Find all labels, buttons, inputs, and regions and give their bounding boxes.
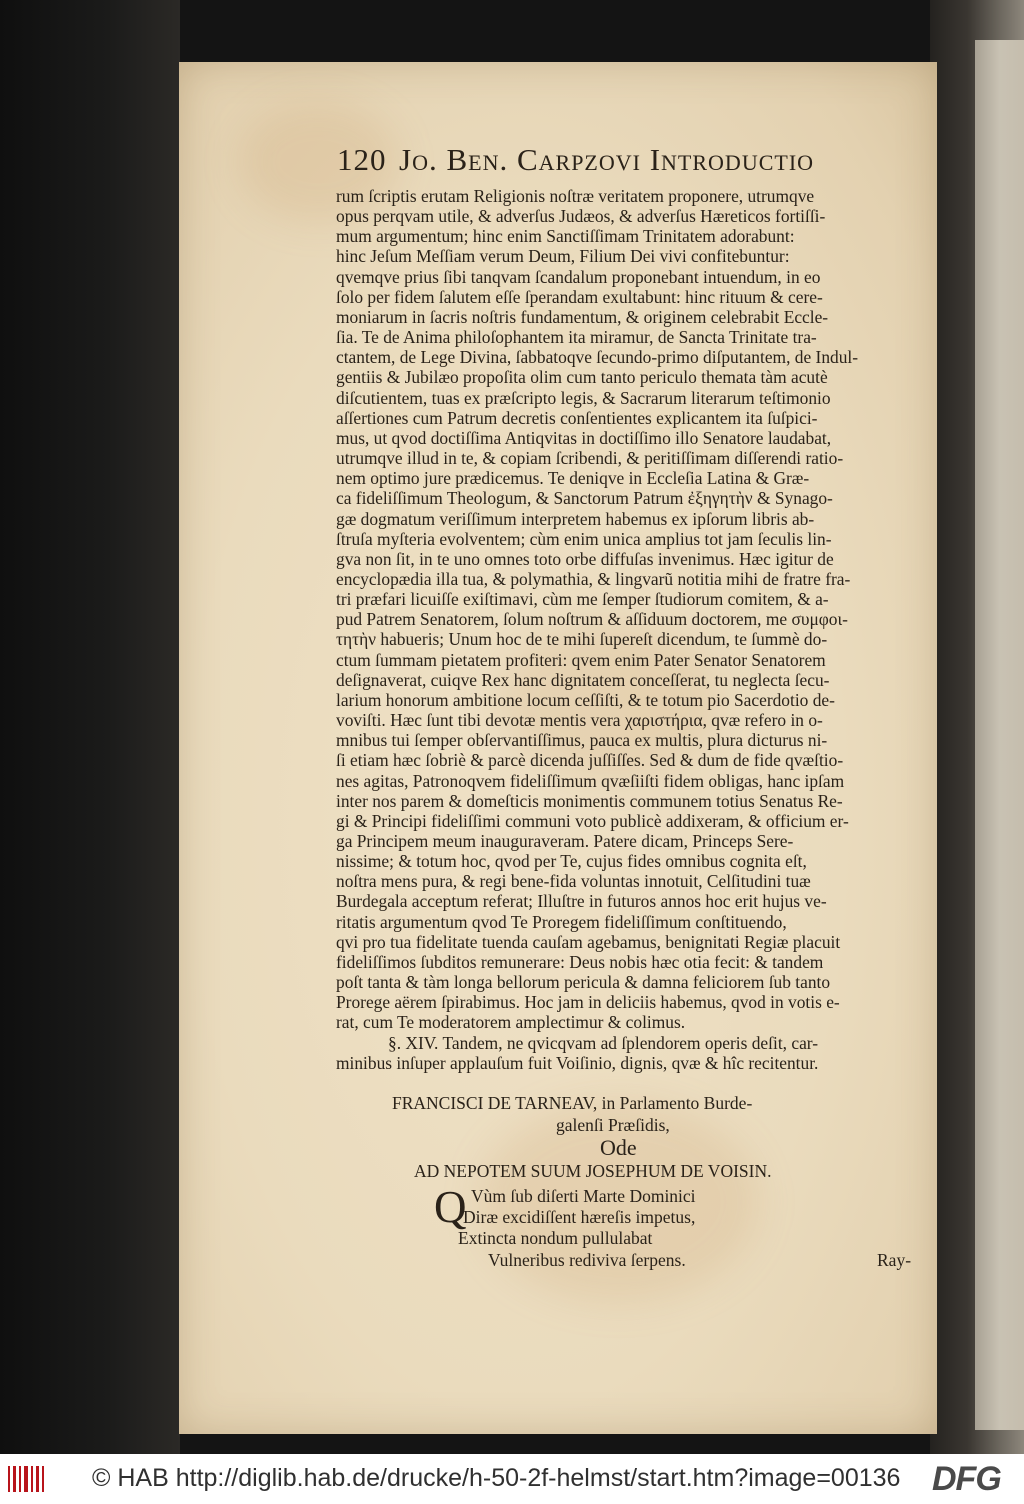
body-line: hinc Jeſum Meſſiam verum Deum, Filium Dei vivi confitebuntur: (336, 246, 790, 267)
scan-background-left (0, 0, 180, 1454)
body-line: aſſertiones cum Patrum decretis conſentientes explicantem ita ſuſpici- (336, 407, 818, 428)
body-line: ctum ſummam pietatem profiteri: qvem enim Pater Senator Senatorem (336, 649, 826, 670)
body-line: rat, cum Te moderatorem amplectimur & colimus. (336, 1012, 686, 1033)
body-text (336, 186, 916, 1073)
ode-dedication: AD NEPOTEM SUUM JOSEPHUM DE VOISIN. (414, 1161, 772, 1181)
poem-line: Vùm ſub diſerti Marte Dominici (471, 1186, 696, 1206)
poem-dropcap: Q (434, 1182, 467, 1232)
body-line: voviſti. Hæc ſunt tibi devotæ mentis vera χαριστήρια, qvæ refero in o- (336, 710, 823, 731)
body-line: gæ dogmatum veriſſimum interpretem habemus ex ipſorum libris ab- (336, 508, 815, 529)
body-line: ctantem, de Lege Divina, ſabbatoqve ſecundo-primo diſputantem, de Indul- (336, 347, 859, 368)
body-line: ga Principem meum inauguraveram. Patere dicam, Princeps Sere- (336, 831, 794, 851)
poem-line: Extincta nondum pullulabat (458, 1228, 653, 1248)
body-line: encyclopædia illa tua, & polymathia, & lingvarũ notitia mihi de fratre fra- (336, 568, 851, 589)
ode-title: Ode (600, 1135, 637, 1160)
body-line: mum argumentum; hinc enim Sanctiſſimam Trinitatem adorabunt: (336, 226, 795, 247)
poem-line: Diræ excidiſſent hæreſis impetus, (463, 1207, 696, 1227)
page-number: 120 (337, 142, 387, 177)
author-heading-line-2: galenſi Præſidis, (556, 1115, 670, 1135)
body-line: gva non ſit, in te uno omnes toto orbe diffuſas invenimus. Hæc igitur de (336, 548, 834, 569)
body-line: nissime; & totum hoc, qvod per Te, cujus fides omnibus cognita eſt, (336, 851, 807, 872)
author-heading-line-1: FRANCISCI DE TARNEAV, in Parlamento Burde- (392, 1093, 753, 1113)
copyright-link[interactable]: © HAB http://diglib.hab.de/drucke/h-50-2f-helmst/start.htm?image=00136 (92, 1464, 901, 1492)
body-line: noſtra mens pura, & regi bene-fida voluntas innotuit, Celſitudini tuæ (336, 871, 811, 892)
body-line: inter nos parem & domeſticis monimentis communem totius Senatus Re- (336, 790, 843, 811)
body-line: utrumqve illud in te, & copiam ſcribendi, & peritiſſimam diſſerendi ratio- (336, 448, 844, 469)
body-line: pud Patrem Senatorem, ſolum noſtrum & aſſiduum doctorem, me συμφοι- (336, 609, 848, 630)
body-line: ſtruſa myſteria evolventem; cùm enim unica amplius tot jam ſeculis lin- (336, 528, 832, 549)
body-line: fideliſſimos ſubditos remunerare: Deus nobis hæc otia fecit: & tandem (336, 951, 824, 972)
body-line: mnibus tui ſemper obſervantiſſimus, pauca ex multis, plura dicturus ni- (336, 730, 828, 751)
body-line: opus perqvam utile, & adverſus Judæos, & adverſus Hæreticos fortiſſi- (336, 206, 826, 227)
running-header (337, 142, 857, 182)
catchword: Ray- (877, 1250, 912, 1270)
running-head-title: Jo. Ben. Carpzovi Introductio (399, 142, 815, 177)
body-line: Prorege aërem ſpirabimus. Hoc jam in deliciis habemus, qvod in votis e- (336, 992, 840, 1013)
hab-barcode-icon (6, 1462, 46, 1496)
body-line: tri præfari licuiſſe exiſtimavi, cùm me ſemper ſtudiorum comitem, & a- (336, 589, 829, 610)
body-line: ca fideliſſimum Theologum, & Sanctorum Patrum ἐξηγητὴν & Synago- (336, 488, 833, 509)
body-line: moniarum in ſacris noſtris fundamentum, & originem celebrabit Eccle- (336, 306, 829, 327)
body-line: mus, ut qvod doctiſſima Antiqvitas in doctiſſimo illo Senatore laudabat, (336, 427, 832, 448)
body-line: §. XIV. Tandem, ne qvicqvam ad ſplendorem operis deſit, car- (388, 1032, 819, 1053)
body-line: ſi etiam hæc ſobriè & parcè dicenda juſſiſſes. Sed & dum de fide qvæſtio- (336, 750, 844, 771)
body-line: gentiis & Jubilæo propoſita olim cum tanto periculo themata tàm acutè (336, 367, 828, 388)
body-line: Burdegala acceptum referat; Illuſtre in futuros annos hoc erit hujus ve- (336, 891, 827, 912)
adjacent-page-edge (975, 40, 1024, 1430)
viewer-footer (0, 1454, 1024, 1504)
body-line: diſcutientem, tuas ex præſcripto legis, & Sacrarum literarum teſtimonio (336, 387, 831, 408)
body-line: ſia. Te de Anima philoſophantem ita miramur, de Sancta Trinitate tra- (336, 327, 817, 348)
body-line: poſt tanta & tàm longa bellorum pericula & damna feliciorem ſub tanto (336, 972, 831, 993)
body-line: nes agitas, Patronoqvem fideliſſimum qvæſiiſti fidem obligas, hanc ipſam (336, 770, 845, 791)
body-line: τητὴν habueris; Unum hoc de te mihi ſupereſt dicendum, te ſummè do- (336, 629, 828, 650)
body-line: deſignaverat, cuiqve Rex hanc dignitatem conceſſerat, tu neglecta ſecu- (336, 669, 830, 690)
poem-line: Vulneribus rediviva ſerpens. (488, 1250, 686, 1270)
body-line: qvi pro tua fidelitate tuenda cauſam agebamus, benignitati Regiæ placuit (336, 931, 841, 952)
body-line: ritatis argumentum qvod Te Proregem fideliſſimum conſtituendo, (336, 911, 787, 932)
body-line: nem optimo jure prædicemus. Te deniqve in Eccleſia Latina & Græ- (336, 468, 810, 489)
body-line: ſolo per fidem ſalutem eſſe ſperandam exultabunt: hinc rituum & cere- (336, 286, 823, 307)
dfg-logo: DFG (932, 1460, 1001, 1498)
body-line: larium honorum ambitione locum ceſſiſti, & te totum pio Sacerdotio de- (336, 689, 835, 710)
body-line: minibus inſuper applauſum fuit Voiſinio, dignis, qvæ & hîc recitentur. (336, 1052, 819, 1073)
body-line: gi & Principi fideliſſimi communi voto publicè addixeram, & officium er- (336, 810, 849, 831)
body-line: qvemqve prius ſibi tanqvam ſcandalum proponebant intuendum, in eo (336, 266, 821, 287)
body-line: rum ſcriptis erutam Religionis noſtræ veritatem proponere, utrumqve (336, 186, 815, 206)
